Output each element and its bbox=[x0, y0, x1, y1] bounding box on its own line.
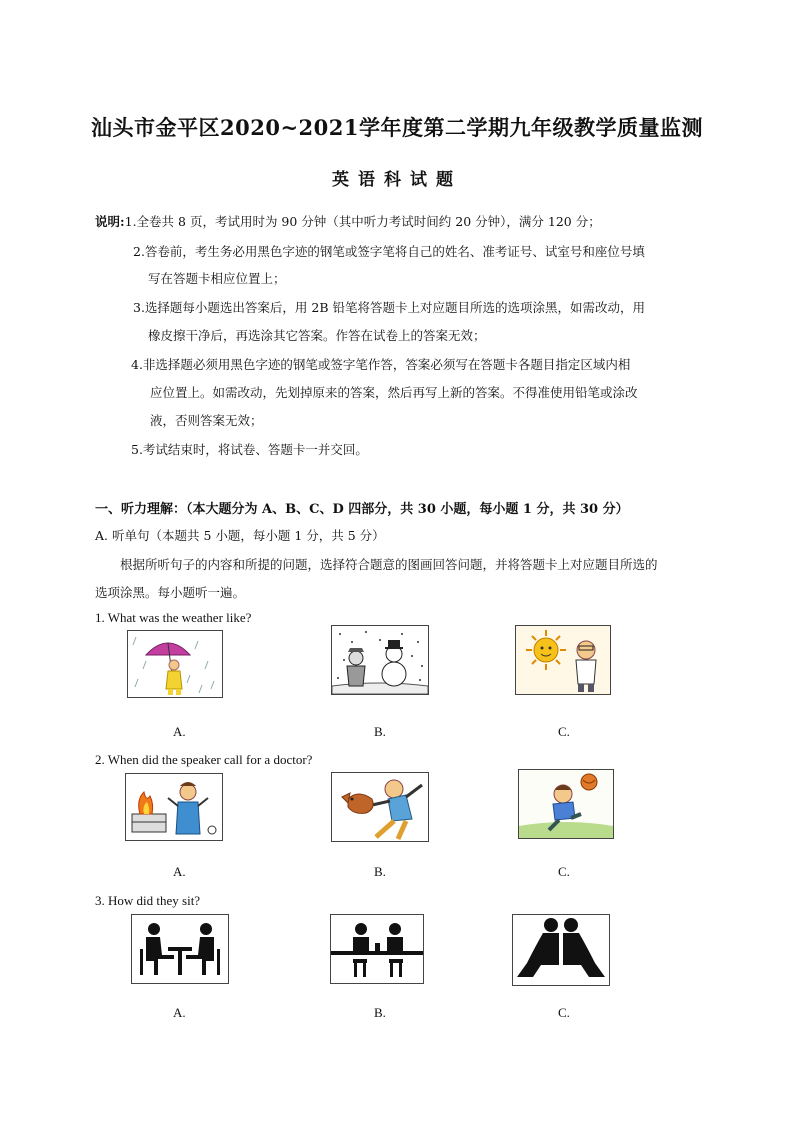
section-heading: 一、听力理解：（本大题分为 A、B、C、D 四部分，共 30 小题，每小题 1 分，共 30 分） bbox=[95, 502, 629, 517]
instructions-line-9: 5.考试结束时，将试卷、答题卡一并交回。 bbox=[131, 442, 368, 457]
instructions-line-2: 2.答卷前，考生务必用黑色字迹的钢笔或签字笔将自己的姓名、准考证号、试室号和座位号填 bbox=[133, 244, 645, 259]
instructions-line-5: 橡皮擦干净后，再选涂其它答案。作答在试卷上的答案无效； bbox=[148, 328, 486, 343]
soccer-ball-icon bbox=[519, 770, 613, 838]
q1-option-c[interactable]: C. bbox=[558, 724, 570, 739]
sun-icon bbox=[516, 626, 610, 694]
q1-option-b[interactable]: B. bbox=[374, 724, 386, 739]
instructions-line-3: 写在答题卡相应位置上； bbox=[148, 271, 286, 286]
q3-picture-a bbox=[131, 914, 229, 984]
q2-picture-c bbox=[518, 769, 614, 839]
back-to-back-icon bbox=[513, 915, 609, 985]
q3-picture-b bbox=[330, 914, 424, 984]
instructions-line-1: 说明:1.全卷共 8 页，考试用时为 90 分钟（其中听力考试时间约 20 分钟），满分 120 分； bbox=[95, 214, 601, 229]
page-subtitle: 英语科试题 bbox=[332, 170, 462, 190]
directions-line-2: 选项涂黑。每小题听一遍。 bbox=[95, 585, 246, 600]
instructions-line-4: 3.选择题每小题选出答案后，用 2B 铅笔将答题卡上对应题目所选的选项涂黑，如需改动，用 bbox=[133, 300, 646, 315]
part-a-heading: A. 听单句（本题共 5 小题，每小题 1 分，共 5 分） bbox=[95, 528, 385, 543]
q1-picture-b bbox=[331, 625, 429, 695]
question-2: 2. When did the speaker call for a doctor? bbox=[95, 752, 313, 767]
q1-picture-c bbox=[515, 625, 611, 695]
question-1: 1. What was the weather like? bbox=[95, 610, 252, 625]
q2-option-c[interactable]: C. bbox=[558, 864, 570, 879]
directions-line-1: 根据所听句子的内容和所提的问题，选择符合题意的图画回答问题，并将答题卡上对应题目所选的 bbox=[120, 557, 658, 572]
q1-picture-a bbox=[127, 630, 223, 698]
q3-option-a[interactable]: A. bbox=[173, 1005, 186, 1020]
instructions-line-6: 4.非选择题必须用黑色字迹的钢笔或签字笔作答，答案必须写在答题卡各题目指定区域内相 bbox=[131, 357, 631, 372]
instructions-line-8: 液，否则答案无效； bbox=[150, 413, 263, 428]
q1-option-a[interactable]: A. bbox=[173, 724, 186, 739]
fire-icon bbox=[126, 774, 222, 840]
side-by-side-icon bbox=[331, 915, 423, 983]
q3-option-c[interactable]: C. bbox=[558, 1005, 570, 1020]
q2-option-a[interactable]: A. bbox=[173, 864, 186, 879]
question-3: 3. How did they sit? bbox=[95, 893, 201, 908]
rain-umbrella-icon bbox=[128, 631, 222, 697]
q2-picture-b bbox=[331, 772, 429, 842]
instructions-line-7: 应位置上。如需改动，先划掉原来的答案，然后再写上新的答案。不得准使用铅笔或涂改 bbox=[150, 385, 638, 400]
dog-bite-icon bbox=[332, 773, 428, 841]
face-to-face-icon bbox=[132, 915, 228, 983]
q3-picture-c bbox=[512, 914, 610, 986]
snowman-icon bbox=[332, 626, 428, 694]
q2-picture-a bbox=[125, 773, 223, 841]
page-title: 汕头市金平区2020~2021学年度第二学期九年级教学质量监测 bbox=[91, 115, 703, 140]
instructions-label: 说明: bbox=[95, 214, 125, 229]
q2-option-b[interactable]: B. bbox=[374, 864, 386, 879]
q3-option-b[interactable]: B. bbox=[374, 1005, 386, 1020]
